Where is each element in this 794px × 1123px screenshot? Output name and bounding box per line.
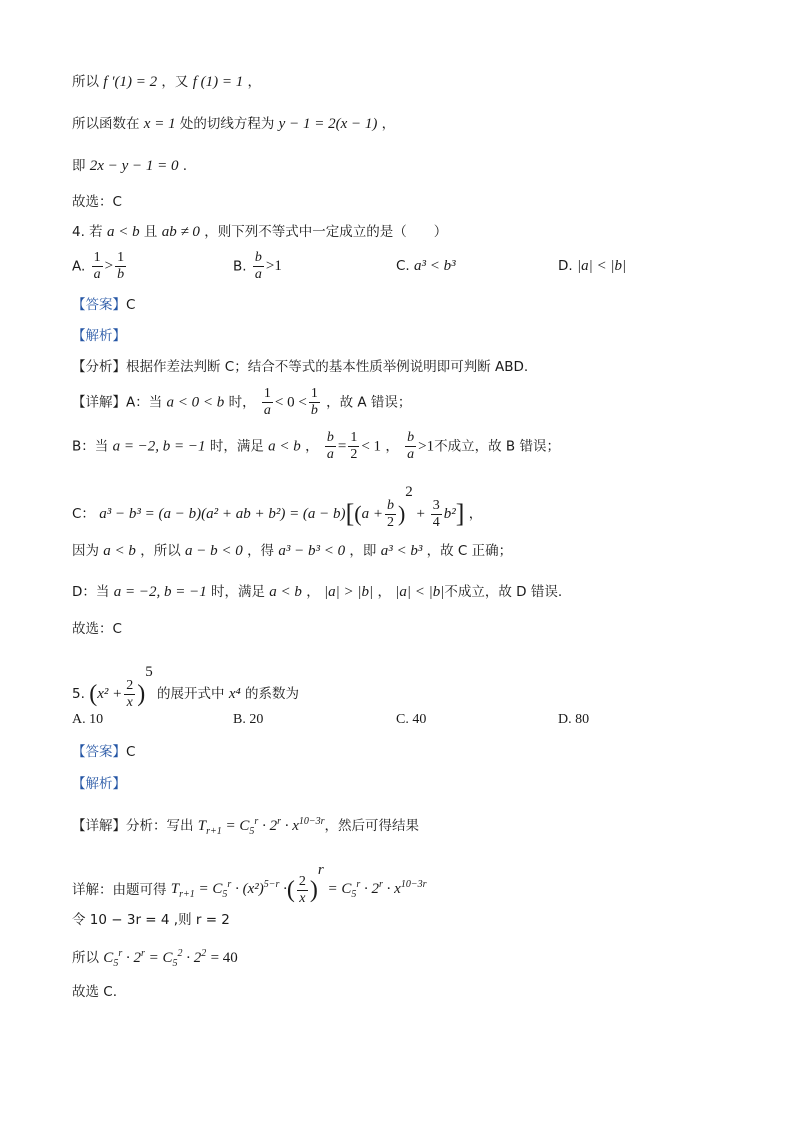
text: ，即 [349,543,377,559]
text: ，又 [161,74,189,90]
text: ， [385,438,399,455]
text: ，所以 [140,543,181,559]
analysis-tag: 【解析】 [72,776,126,792]
plus: + [412,506,429,522]
q5-option-c: C. 40 [396,712,427,727]
text: 时，满足 [211,584,265,600]
text: 的展开式中 [157,686,225,702]
math: a < b [103,543,136,559]
text: 的系数为 [244,686,299,702]
text: ，故 C 正确； [426,543,513,559]
fenxi-tag: 【分析】 [72,359,126,375]
math: a < b [268,438,301,455]
q5-xiangjie [72,860,426,907]
text: 所以 [72,950,99,966]
math: a < b [269,584,302,600]
paren-close: ) [137,681,146,707]
q4-detail-d [72,582,562,602]
q5-option-b: B. 20 [233,712,264,727]
paren-open: ( [286,877,295,903]
math-x1: x = 1 [143,116,176,132]
q5-choice: 故选 C. [72,984,118,1000]
bracket-close: ] [455,499,465,528]
math: a³ − b³ < 0 [278,543,346,559]
fraction-2-x: $\frac{2}{x}$ [126,677,134,710]
q4-option-c [396,258,456,275]
text: ， [381,116,396,132]
math-general-term: $T_{r+1} = C_5^r \cdot 2^r \cdot x^{10-3r}$ [197,816,325,837]
detail-tag: 【详解】 [72,394,126,411]
q4-detail-b [72,430,560,463]
fraction-1-b: $\frac{1}{b}$ [310,386,318,418]
q5-option-a: A. 10 [72,712,104,727]
text: ， [377,584,391,600]
q4-detail-a [72,386,411,419]
gt-one: >1 [418,438,435,455]
text: 时， [228,394,256,411]
math: < 1 [361,438,382,455]
fraction-3-4: $\frac{3}{4}$ [432,497,440,530]
fraction-b-a: $\frac{b}{a}$ [326,430,334,462]
text: ， [305,438,319,455]
gt-sign: > [104,258,114,274]
answer-value: C [126,297,136,313]
eq: = [337,438,347,455]
math: a + [361,506,383,522]
text: ，则下列不等式中一定成立的是（ ） [204,224,448,240]
q5-suoyi [72,944,238,974]
text: . [182,158,188,174]
fraction-1-a: $\frac{1}{a}$ [263,386,271,418]
paren-open: ( [89,681,98,707]
text: ， [306,584,320,600]
text: C： [72,506,95,522]
math: x² + [97,686,123,702]
answer-tag: 【答案】 [72,297,126,313]
q5-stem [72,662,299,711]
math-line: 2x − y − 1 = 0 [89,158,179,174]
paren-close: ) [397,501,406,526]
paren-close: ) [309,877,318,903]
analysis-tag: 【解析】 [72,328,126,344]
fraction-b-2: $\frac{b}{2}$ [386,497,394,530]
text: 详解：由题可得 [72,882,167,898]
math: $C_5^r \cdot 2^r = C_5^2 \cdot 2^2$ [103,948,207,969]
q4-option-d [558,258,626,275]
math: $T_{r+1} = C_5^r \cdot (x^2)^{5-r}$ · [170,879,287,900]
q3-line-2 [72,114,395,134]
option-label: D. [558,258,573,274]
math: |a| > |b| [324,584,374,600]
math: a < b [106,224,140,240]
text: ，故 A 错误； [326,394,412,411]
text: 时，满足 [209,438,264,455]
exponent: 5 [145,664,153,680]
text: 所以函数在 [72,116,140,132]
math: |a| < |b| [576,258,627,274]
detail-tag: 【详解】 [72,818,126,834]
q5-answer [72,742,135,762]
text: B：当 [72,438,109,455]
exponent: 2 [405,484,413,500]
q3-line-3 [72,156,187,176]
text: ，得 [247,543,275,559]
math: x⁴ [228,686,241,702]
text: 4. 若 [72,224,103,240]
q4-analysis-tag [72,326,126,346]
math: a = −2, b = −1 [112,438,206,455]
fraction-b-a: $\frac{b}{a}$ [254,250,262,282]
text: 所以 [72,74,99,90]
fenxi-text: 根据作差法判断 C；结合不等式的基本性质举例说明即可判断 ABD. [126,359,529,375]
math: a − b < 0 [185,543,243,559]
gt-one: >1 [265,258,282,274]
text: ， [468,506,483,522]
q4-option-a [72,250,128,283]
lt-zero-lt: < 0 < [274,394,307,411]
fraction-b-a: $\frac{b}{a}$ [407,430,415,462]
fraction-2-x: $\frac{2}{x}$ [298,873,306,906]
math: a³ < b³ [380,543,423,559]
math: b² [443,506,456,522]
q4-fenxi [72,357,528,377]
math: ab ≠ 0 [161,224,200,240]
math-tangent: y − 1 = 2(x − 1) [278,116,378,132]
q4-choice: 故选：C [72,621,122,637]
math: = $C_5^r \cdot 2^r \cdot x^{10-3r}$ [323,879,427,900]
fraction-1-a: $\frac{1}{a}$ [93,250,101,282]
answer-value: C [126,744,136,760]
q4-detail-c [72,482,482,531]
q4-option-b [233,250,282,283]
math: |a| < |b| [395,584,445,600]
option-label: C. [396,258,410,274]
exponent: r [317,862,324,878]
q3-choice: 故选：C [72,194,122,210]
text: 不成立，故 D 错误. [444,584,563,600]
math-f1: f (1) = 1 [192,74,244,90]
text: 因为 [72,543,99,559]
q5-ling: 令 10 − 3r = 4 ,则 r = 2 [72,912,230,928]
q5-analysis-tag [72,774,126,794]
paren-open: ( [354,501,362,526]
math: = 40 [210,950,238,966]
text: 且 [143,224,158,240]
text: 分析：写出 [126,818,194,834]
q4-detail-c2 [72,541,512,561]
q4-answer [72,295,135,315]
q5-option-d: D. 80 [558,712,590,727]
text: ，然后可得结果 [324,818,420,834]
fraction-1-2: $\frac{1}{2}$ [350,430,358,462]
option-label: B. [233,258,247,275]
text: A：当 [126,394,163,411]
text: ， [247,74,262,90]
math: a = −2, b = −1 [113,584,207,600]
question-number: 5. [72,686,85,702]
answer-tag: 【答案】 [72,744,126,760]
fraction-1-b: $\frac{1}{b}$ [117,250,125,282]
text: 不成立，故 B 错误； [434,438,560,455]
q5-detail [72,812,419,842]
text: D：当 [72,584,110,600]
math: a³ − b³ = (a − b)(a² + ab + b²) = (a − b) [99,506,346,522]
option-label: A. [72,258,86,275]
bracket-open: [ [345,499,355,528]
math: a < 0 < b [166,394,225,411]
q3-line-1 [72,72,261,92]
math: a³ < b³ [414,258,456,274]
text: 处的切线方程为 [179,116,275,132]
q4-stem [72,222,447,242]
math-fprime: f ′(1) = 2 [103,74,158,90]
text: 即 [72,158,86,174]
